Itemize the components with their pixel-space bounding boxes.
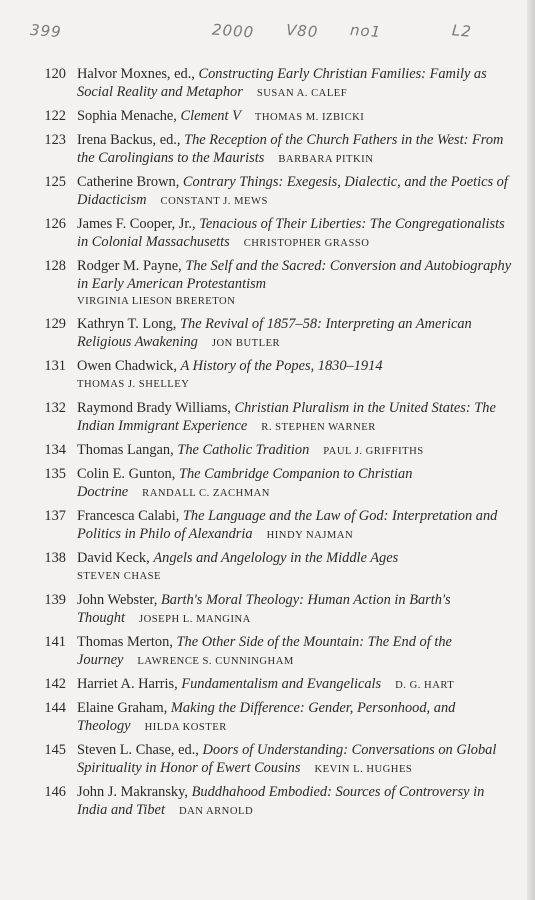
book-author: Colin E. Gunton,	[77, 466, 176, 482]
book-author: Catherine Brown,	[77, 174, 180, 190]
reviewer-name: KEVIN L. HUGHES	[314, 763, 413, 775]
reviewer-name: JOSEPH L. MANGINA	[138, 613, 251, 625]
page-number: 146	[44, 784, 66, 800]
book-author: Steven L. Chase, ed.,	[77, 742, 199, 758]
handwritten-mark: 399	[29, 20, 63, 42]
reviewer-name: PAUL J. GRIFFITHS	[323, 446, 424, 457]
book-title: Contrary Things: Exegesis, Dialectic, and the Poetics of Didacticism	[77, 174, 508, 208]
book-author: Francesca Calabi,	[77, 508, 180, 524]
book-title: Constructing Early Christian Families: Family as Social Reality and Metaphor	[77, 66, 487, 100]
book-title: The Language and the Law of God: Interpretation and Politics in Philo of Alexandria	[77, 508, 498, 542]
page-number: 129	[44, 316, 66, 332]
reviewer-name: HILDA KOSTER	[144, 721, 227, 733]
page-number: 131	[44, 358, 66, 374]
handwritten-mark: no1	[349, 20, 382, 42]
handwritten-mark: L2	[451, 21, 473, 41]
page-number: 141	[44, 634, 66, 650]
page-number: 125	[44, 174, 66, 190]
book-title: Making the Difference: Gender, Personhood, and Theology	[77, 700, 456, 734]
page-number: 134	[44, 442, 66, 458]
page-number: 144	[44, 700, 66, 716]
handwritten-mark: 2000	[211, 20, 255, 42]
book-author: John Webster,	[77, 592, 158, 608]
reviewer-name: CHRISTOPHER GRASSO	[243, 237, 370, 249]
book-author: James F. Cooper, Jr.,	[77, 216, 196, 232]
book-author: Owen Chadwick,	[77, 358, 177, 374]
book-title: The Cambridge Companion to Christian Doctrine	[77, 466, 413, 500]
page-number: 128	[44, 258, 66, 274]
reviewer-name: R. STEPHEN WARNER	[261, 421, 376, 433]
reviewer-name: D. G. HART	[395, 680, 455, 691]
book-author: Kathryn T. Long,	[77, 316, 177, 332]
reviewer-name: STEVEN CHASE	[77, 570, 161, 582]
page-number: 123	[44, 132, 66, 148]
book-author: Elaine Graham,	[77, 700, 168, 716]
page-number: 126	[44, 216, 66, 232]
handwritten-mark: V80	[285, 20, 319, 42]
page-number: 138	[44, 550, 66, 566]
page-number: 145	[44, 742, 66, 758]
reviewer-name: CONSTANT J. MEWS	[160, 195, 268, 207]
reviewer-name: HINDY NAJMAN	[266, 529, 354, 541]
book-author: Raymond Brady Williams,	[77, 400, 231, 416]
page-number: 122	[44, 108, 66, 124]
book-author: Harriet A. Harris,	[77, 676, 178, 692]
reviewer-name: LAWRENCE S. CUNNINGHAM	[137, 655, 294, 667]
page-number: 120	[44, 66, 66, 82]
reviewer-name: BARBARA PITKIN	[278, 153, 374, 165]
page-edge-shadow	[527, 0, 535, 900]
book-author: Halvor Moxnes, ed.,	[77, 66, 195, 82]
page-number: 139	[44, 592, 66, 608]
book-title: The Other Side of the Mountain: The End of the Journey	[77, 634, 452, 668]
book-title: The Revival of 1857–58: Interpreting an American Religious Awakening	[77, 316, 472, 350]
book-title: Barth's Moral Theology: Human Action in Barth's Thought	[77, 592, 451, 626]
book-author: David Keck,	[77, 550, 150, 566]
reviewer-name: SUSAN A. CALEF	[256, 87, 348, 99]
book-author: Rodger M. Payne,	[77, 258, 182, 274]
page-number: 137	[44, 508, 66, 524]
book-author: John J. Makransky,	[77, 784, 188, 800]
reviewer-name: THOMAS M. IZBICKI	[254, 112, 365, 123]
reviewer-name: THOMAS J. SHELLEY	[77, 378, 190, 390]
book-title: The Self and the Sacred: Conversion and Autobiography in Early American Protestantism	[77, 258, 512, 292]
book-author: Thomas Merton,	[77, 634, 173, 650]
reviewer-name: DAN ARNOLD	[178, 805, 254, 817]
book-title: Tenacious of Their Liberties: The Congregationalists in Colonial Massachusetts	[77, 216, 505, 250]
book-author: Sophia Menache,	[77, 108, 177, 124]
book-title: Doors of Understanding: Conversations on Global Spirituality in Honor of Ewert Cousins	[77, 742, 497, 776]
page-number: 135	[44, 466, 66, 482]
book-title: The Catholic Tradition	[177, 442, 310, 458]
book-author: Irena Backus, ed.,	[77, 132, 181, 148]
book-title: Christian Pluralism in the United States: The Indian Immigrant Experience	[77, 400, 496, 434]
reviewer-name: VIRGINIA LIESON BRERETON	[77, 296, 236, 307]
book-title: The Reception of the Church Fathers in the West: From the Carolingians to the Maurists	[77, 132, 504, 166]
book-title: Buddhahood Embodied: Sources of Controversy in India and Tibet	[77, 784, 485, 818]
reviewer-name: RANDALL C. ZACHMAN	[142, 487, 270, 499]
reviewer-name: JON BUTLER	[211, 337, 281, 349]
book-title: Fundamentalism and Evangelicals	[181, 676, 382, 692]
book-title: Clement V	[180, 108, 241, 124]
book-title: Angels and Angelology in the Middle Ages	[153, 550, 399, 566]
book-title: A History of the Popes, 1830–1914	[180, 358, 383, 374]
page-number: 142	[44, 676, 66, 692]
page-number: 132	[44, 400, 66, 416]
book-author: Thomas Langan,	[77, 442, 174, 458]
